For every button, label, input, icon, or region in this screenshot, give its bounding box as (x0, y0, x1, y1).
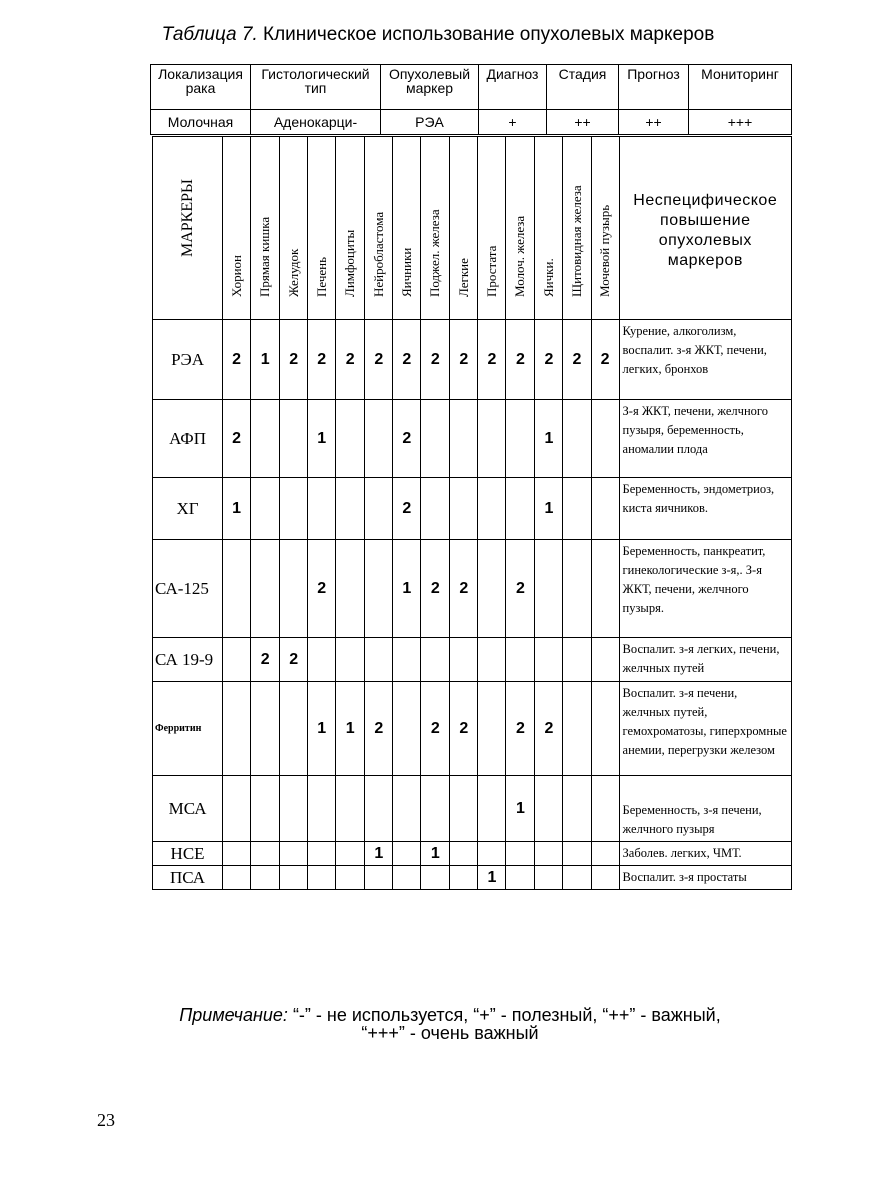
value-cell (336, 866, 365, 890)
example-header-cell: Локализация рака (151, 65, 251, 110)
value-cell: 2 (336, 320, 365, 400)
table-title-label: Таблица 7. (161, 24, 258, 45)
value-cell: 2 (506, 320, 535, 400)
nonspecific-note-cell: Курение, алкоголизм, воспалит. з-я ЖКТ, печени, легких, бронхов (619, 320, 791, 400)
value-cell (506, 478, 535, 540)
value-cell (478, 540, 506, 638)
value-cell (506, 866, 535, 890)
footnote (140, 1006, 760, 1042)
value-cell (251, 776, 280, 842)
value-cell (478, 478, 506, 540)
value-cell (251, 478, 280, 540)
value-cell (563, 682, 591, 776)
value-cell (591, 638, 619, 682)
marker-name-cell: ПСА (153, 866, 223, 890)
value-cell (506, 842, 535, 866)
table-title-text: Клиническое использование опухолевых маркеров (263, 24, 715, 45)
value-cell (506, 638, 535, 682)
marker-name-cell: НСЕ (153, 842, 223, 866)
value-cell (280, 776, 308, 842)
example-header-cell: Гистологический тип (251, 65, 381, 110)
value-cell (308, 776, 336, 842)
value-cell (393, 682, 421, 776)
value-cell (421, 478, 450, 540)
value-cell (591, 866, 619, 890)
value-cell (591, 478, 619, 540)
organ-column-header: Простата (478, 137, 506, 320)
value-cell (223, 776, 251, 842)
value-cell (223, 682, 251, 776)
example-cell: ++ (619, 110, 689, 135)
example-cell: +++ (689, 110, 792, 135)
value-cell: 2 (506, 682, 535, 776)
example-cell: + (479, 110, 547, 135)
value-cell (308, 638, 336, 682)
value-cell (393, 866, 421, 890)
value-cell: 2 (421, 682, 450, 776)
value-cell (535, 638, 563, 682)
organ-column-header: Поджел. железа (421, 137, 450, 320)
footnote-label: Примечание: (179, 1005, 288, 1025)
value-cell: 2 (393, 478, 421, 540)
value-cell (280, 540, 308, 638)
value-cell: 2 (393, 320, 421, 400)
value-cell (365, 638, 393, 682)
nonspecific-note-cell: З-я ЖКТ, печени, желчного пузыря, беременность, аномалии плода (619, 400, 791, 478)
value-cell (421, 400, 450, 478)
marker-name-cell: АФП (153, 400, 223, 478)
value-cell (478, 682, 506, 776)
value-cell (393, 776, 421, 842)
nonspecific-note-cell: Беременность, панкреатит, гинекологические з-я,. З-я ЖКТ, печени, желчного пузыря. (619, 540, 791, 638)
value-cell (251, 540, 280, 638)
footnote-line2: “+++” - очень важный (361, 1023, 539, 1043)
value-cell: 2 (421, 320, 450, 400)
value-cell (535, 842, 563, 866)
example-header-cell: Прогноз (619, 65, 689, 110)
markers-header-row (153, 137, 792, 320)
value-cell: 1 (421, 842, 450, 866)
value-cell (336, 400, 365, 478)
organ-column-header: Нейробластома (365, 137, 393, 320)
value-cell (223, 638, 251, 682)
table-row (153, 842, 792, 866)
nonspecific-note-cell: Воспалит. з-я простаты (619, 866, 791, 890)
value-cell (421, 776, 450, 842)
value-cell: 2 (251, 638, 280, 682)
value-cell: 2 (478, 320, 506, 400)
footnote-line1: “-” - не используется, “+” - полезный, “++” - важный, (292, 1005, 721, 1025)
value-cell (308, 842, 336, 866)
organ-column-header: Молоч. железа (506, 137, 535, 320)
value-cell: 2 (280, 638, 308, 682)
value-cell (450, 638, 478, 682)
organ-column-header: Яичники (393, 137, 421, 320)
value-cell: 1 (308, 400, 336, 478)
organ-column-header: Хорион (223, 137, 251, 320)
value-cell: 2 (421, 540, 450, 638)
value-cell (450, 866, 478, 890)
value-cell (421, 866, 450, 890)
value-cell (563, 776, 591, 842)
organ-column-header: Печень (308, 137, 336, 320)
value-cell: 2 (450, 540, 478, 638)
value-cell: 1 (506, 776, 535, 842)
value-cell (478, 776, 506, 842)
value-cell (591, 400, 619, 478)
nonspecific-note-cell: Беременность, эндометриоз, киста яичников. (619, 478, 791, 540)
value-cell (365, 866, 393, 890)
example-cell: Молочная (151, 110, 251, 135)
organ-column-header: Легкие (450, 137, 478, 320)
value-cell: 2 (223, 320, 251, 400)
table-row (153, 540, 792, 638)
value-cell: 2 (535, 320, 563, 400)
table-row (153, 400, 792, 478)
value-cell (591, 842, 619, 866)
value-cell: 1 (535, 478, 563, 540)
markers-table-body (153, 320, 792, 890)
nonspecific-note-cell: Воспалит. з-я печени, желчных путей, гемохроматозы, гиперхромные анемии, перегрузки железом (619, 682, 791, 776)
value-cell (336, 638, 365, 682)
value-cell (280, 842, 308, 866)
value-cell (280, 478, 308, 540)
value-cell (251, 682, 280, 776)
value-cell (478, 842, 506, 866)
value-cell (336, 842, 365, 866)
value-cell (280, 682, 308, 776)
value-cell (563, 638, 591, 682)
example-header-cell: Опухолевый маркер (381, 65, 479, 110)
example-cell: Аденокарци- (251, 110, 381, 135)
table-row (153, 682, 792, 776)
value-cell (280, 866, 308, 890)
example-cell: РЭА (381, 110, 479, 135)
value-cell: 2 (450, 682, 478, 776)
example-header-cell: Диагноз (479, 65, 547, 110)
value-cell (365, 540, 393, 638)
value-cell: 2 (308, 320, 336, 400)
example-table (150, 64, 792, 135)
value-cell: 1 (251, 320, 280, 400)
value-cell (450, 776, 478, 842)
marker-column-header: МАРКЕРЫ (153, 137, 223, 320)
value-cell (591, 682, 619, 776)
value-cell (535, 776, 563, 842)
value-cell (563, 866, 591, 890)
value-cell (223, 540, 251, 638)
organ-column-header: Мочевой пузырь (591, 137, 619, 320)
value-cell: 1 (478, 866, 506, 890)
value-cell (365, 478, 393, 540)
example-header-row (151, 65, 792, 110)
marker-name-cell: РЭА (153, 320, 223, 400)
table-row (153, 638, 792, 682)
value-cell: 1 (365, 842, 393, 866)
nonspecific-column-header: Неспецифическое повышение опухолевых маркеров (619, 137, 791, 320)
organ-column-header: Прямая кишка (251, 137, 280, 320)
marker-name-cell: ХГ (153, 478, 223, 540)
value-cell: 2 (280, 320, 308, 400)
marker-name-cell: СА-125 (153, 540, 223, 638)
organ-column-header: Лимфоциты (336, 137, 365, 320)
markers-table (152, 136, 792, 890)
value-cell (251, 400, 280, 478)
value-cell (591, 540, 619, 638)
value-cell (535, 540, 563, 638)
value-cell: 2 (591, 320, 619, 400)
table-row (153, 776, 792, 842)
example-header-cell: Стадия (547, 65, 619, 110)
value-cell (223, 866, 251, 890)
organ-column-header: Щитовидная железа (563, 137, 591, 320)
nonspecific-note-cell: Беременность, з-я печени, желчного пузыря (619, 776, 791, 842)
value-cell (308, 866, 336, 890)
value-cell: 2 (563, 320, 591, 400)
value-cell (336, 776, 365, 842)
value-cell (450, 842, 478, 866)
marker-name-cell: СА 19-9 (153, 638, 223, 682)
value-cell (450, 400, 478, 478)
nonspecific-note-cell: Воспалит. з-я легких, печени, желчных путей (619, 638, 791, 682)
marker-name-cell: Ферритин (153, 682, 223, 776)
value-cell (421, 638, 450, 682)
value-cell (365, 776, 393, 842)
value-cell: 2 (365, 682, 393, 776)
page-number: 23 (97, 1110, 115, 1130)
value-cell (563, 842, 591, 866)
table-row (153, 866, 792, 890)
value-cell: 2 (365, 320, 393, 400)
value-cell (478, 400, 506, 478)
value-cell (563, 540, 591, 638)
example-cell: ++ (547, 110, 619, 135)
value-cell (336, 540, 365, 638)
value-cell: 2 (223, 400, 251, 478)
example-data-row (151, 110, 792, 135)
value-cell (393, 638, 421, 682)
value-cell (563, 478, 591, 540)
example-header-cell: Мониторинг (689, 65, 792, 110)
value-cell: 1 (336, 682, 365, 776)
value-cell: 1 (223, 478, 251, 540)
value-cell (308, 478, 336, 540)
marker-name-cell: МСА (153, 776, 223, 842)
value-cell: 1 (308, 682, 336, 776)
value-cell (506, 400, 535, 478)
value-cell (223, 842, 251, 866)
value-cell (450, 478, 478, 540)
value-cell: 2 (308, 540, 336, 638)
table-row (153, 320, 792, 400)
value-cell (563, 400, 591, 478)
value-cell (251, 866, 280, 890)
value-cell (591, 776, 619, 842)
value-cell (251, 842, 280, 866)
value-cell (478, 638, 506, 682)
value-cell (393, 842, 421, 866)
value-cell (535, 866, 563, 890)
table-title (0, 24, 876, 46)
value-cell: 2 (506, 540, 535, 638)
table-row (153, 478, 792, 540)
organ-column-header: Желудок (280, 137, 308, 320)
value-cell: 2 (535, 682, 563, 776)
value-cell: 1 (535, 400, 563, 478)
value-cell: 2 (450, 320, 478, 400)
value-cell (280, 400, 308, 478)
nonspecific-note-cell: Заболев. легких, ЧМТ. (619, 842, 791, 866)
value-cell: 2 (393, 400, 421, 478)
value-cell (336, 478, 365, 540)
value-cell: 1 (393, 540, 421, 638)
value-cell (365, 400, 393, 478)
organ-column-header: Яички. (535, 137, 563, 320)
